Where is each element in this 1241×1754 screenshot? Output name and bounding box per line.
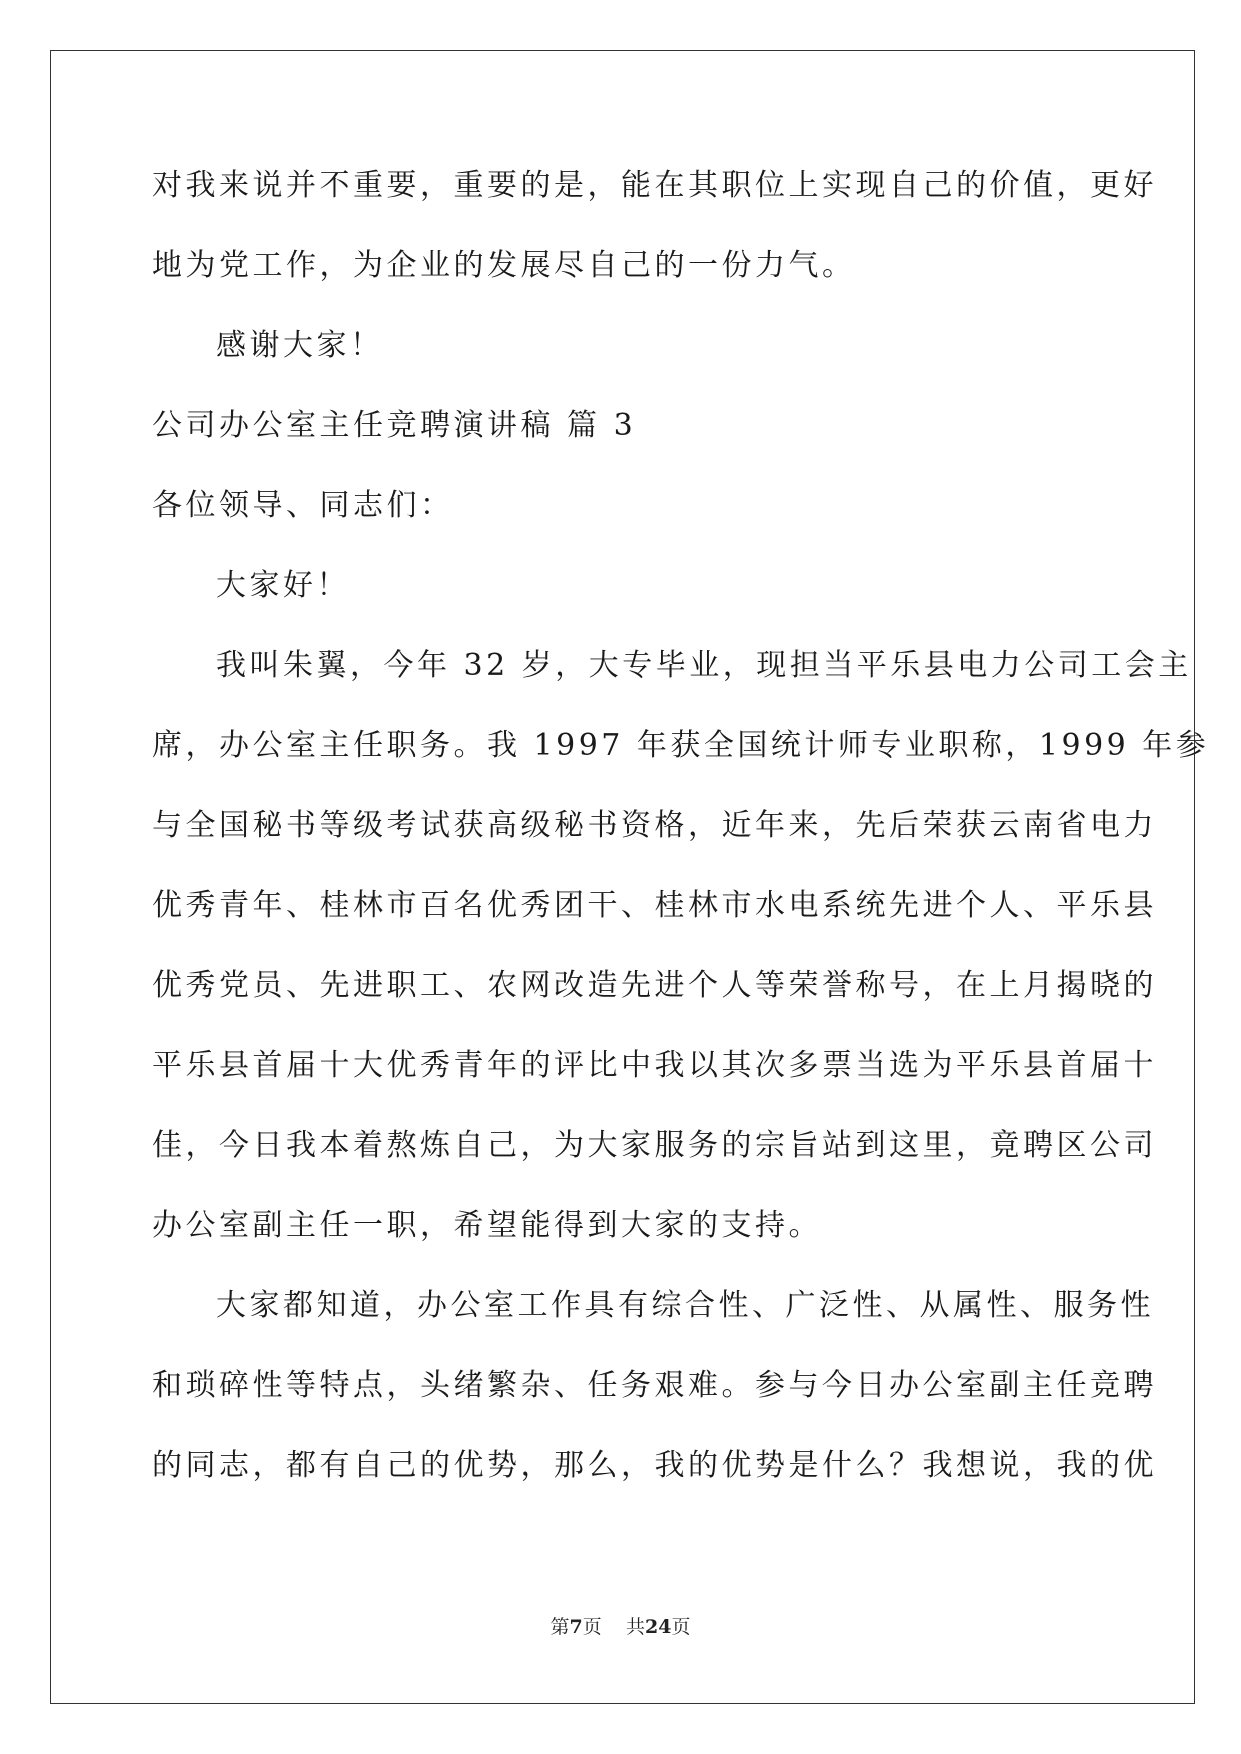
paragraph-line: 优秀党员、先进职工、农网改造先进个人等荣誉称号，在上月揭晓的 [152,968,1157,1003]
page-prefix: 第 [550,1616,570,1638]
paragraph-line: 办公室副主任一职，希望能得到大家的支持。 [152,1208,822,1243]
paragraph-line: 的同志，都有自己的优势，那么，我的优势是什么？我想说，我的优 [152,1448,1157,1483]
paragraph-line: 优秀青年、桂林市百名优秀团干、桂林市水电系统先进个人、平乐县 [152,888,1157,923]
document-body [152,159,1210,1519]
total-pages: 24 [644,1616,672,1638]
paragraph-line: 平乐县首届十大优秀青年的评比中我以其次多票当选为平乐县首届十 [152,1048,1157,1083]
page-number: 7 [569,1616,583,1638]
salutation: 各位领导、同志们： [152,488,454,523]
total-suffix: 页 [671,1616,691,1638]
paragraph-line: 佳，今日我本着熬炼自己，为大家服务的宗旨站到这里，竟聘区公司 [152,1128,1157,1163]
paragraph-line: 地为党工作，为企业的发展尽自己的一份力气。 [152,248,856,283]
section-heading: 公司办公室主任竞聘演讲稿 篇 3 [152,408,637,443]
paragraph-line: 我叫朱翼，今年 32 岁，大专毕业，现担当平乐县电力公司工会主 [216,648,1192,683]
total-prefix: 共 [625,1616,645,1638]
paragraph-line: 大家都知道，办公室工作具有综合性、广泛性、从属性、服务性 [216,1288,1154,1323]
page-suffix: 页 [582,1616,602,1638]
paragraph-line: 席，办公室主任职务。我 1997 年获全国统计师专业职称，1999 年参 [152,728,1210,763]
closing-thanks: 感谢大家！ [216,328,384,363]
greeting: 大家好！ [216,568,350,603]
page-footer [0,1612,1241,1639]
paragraph-line: 与全国秘书等级考试获高级秘书资格，近年来，先后荣获云南省电力 [152,808,1157,843]
paragraph-line: 对我来说并不重要，重要的是，能在其职位上实现自己的价值，更好 [152,168,1157,203]
paragraph-line: 和琐碎性等特点，头绪繁杂、任务艰难。参与今日办公室副主任竞聘 [152,1368,1157,1403]
